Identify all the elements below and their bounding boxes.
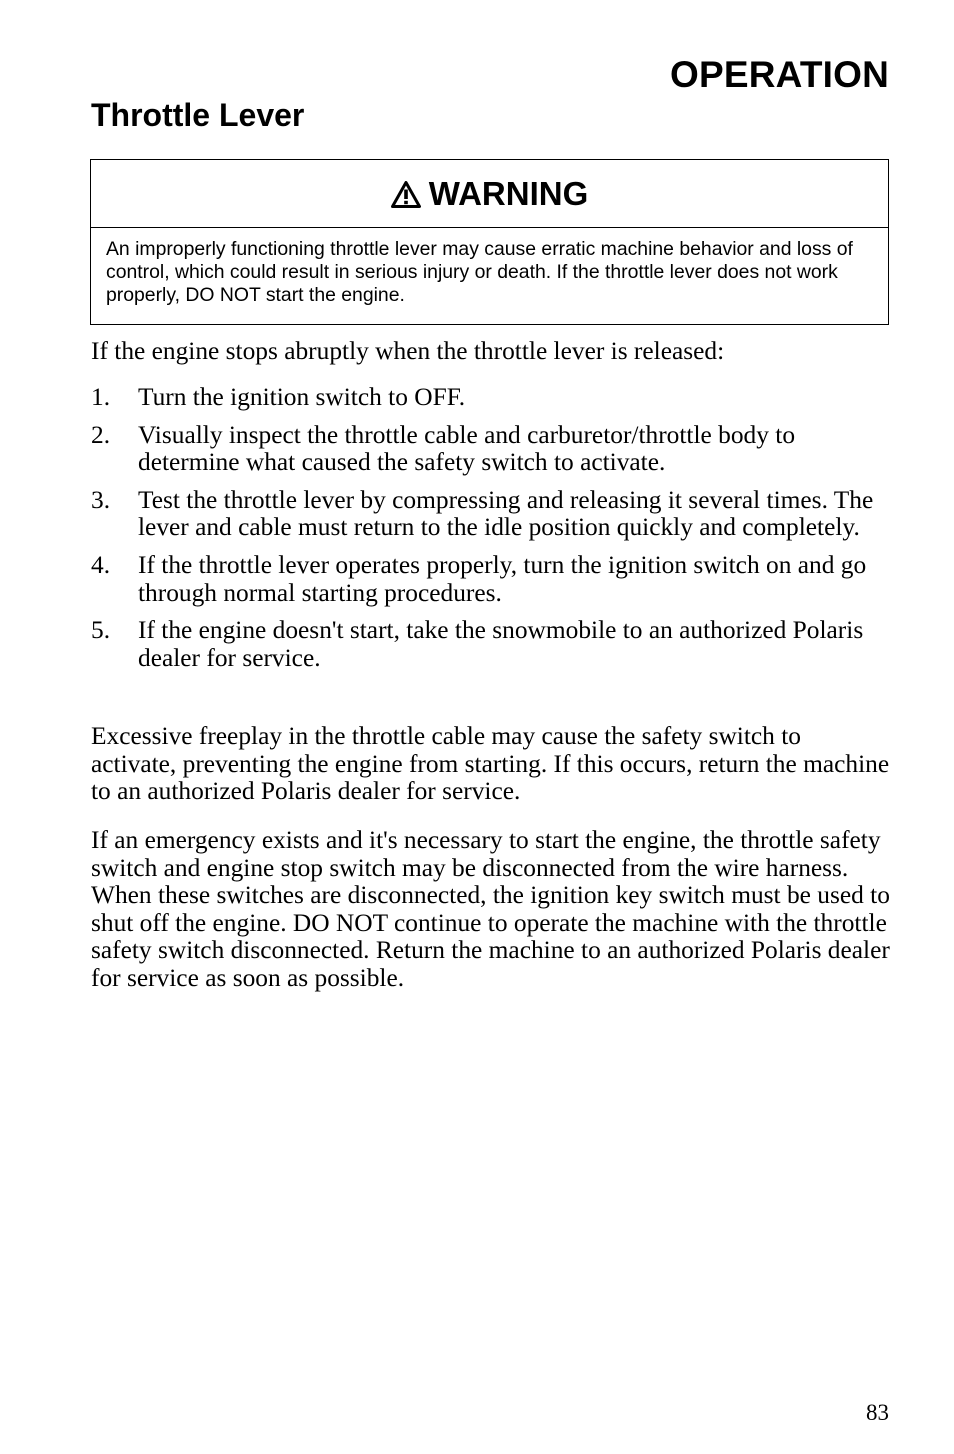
warning-box bbox=[90, 159, 889, 325]
page-number: 83 bbox=[866, 1400, 889, 1425]
emergency-paragraph: If an emergency exists and it's necessary to start the engine, the throttle safety switch and engine stop switch may be disconnected from the wire harness. When these switches are disconnected, the ignition key switch must be used to shut off the engine. DO NOT continue to operate the machine with the throttle safety switch disconnected. Return the machine to an authorized Polaris dealer for service as soon as possible. bbox=[91, 826, 890, 992]
section-title: OPERATION bbox=[669, 54, 889, 95]
warning-triangle-icon bbox=[391, 181, 421, 208]
steps-list bbox=[91, 384, 891, 682]
step-number: 1. bbox=[91, 383, 111, 411]
step-text: Visually inspect the throttle cable and carburetor/throttle body to determine what caused the safety switch to activate. bbox=[138, 420, 796, 477]
step-number: 4. bbox=[91, 550, 111, 579]
list-item bbox=[91, 552, 891, 607]
list-item bbox=[91, 384, 891, 412]
step-text: If the throttle lever operates properly, turn the ignition switch on and go through normal starting procedures. bbox=[138, 550, 867, 607]
step-number: 3. bbox=[91, 485, 111, 514]
warning-label: WARNING bbox=[428, 174, 589, 212]
step-text: If the engine doesn't start, take the snowmobile to an authorized Polaris dealer for service. bbox=[138, 616, 864, 672]
warning-text: An improperly functioning throttle lever may cause erratic machine behavior and loss of control, which could result in serious injury or death. If the throttle lever does not work properly, DO NOT start the engine. bbox=[106, 238, 853, 306]
list-item bbox=[91, 617, 891, 672]
step-text: Test the throttle lever by compressing and releasing it several times. The lever and cable must return to the idle position quickly and completely. bbox=[138, 485, 874, 542]
intro-paragraph: If the engine stops abruptly when the throttle lever is released: bbox=[91, 337, 725, 365]
list-item bbox=[91, 422, 891, 477]
step-text: Turn the ignition switch to OFF. bbox=[138, 383, 466, 411]
list-item bbox=[91, 487, 891, 542]
warning-header bbox=[91, 160, 888, 228]
freeplay-paragraph: Excessive freeplay in the throttle cable may cause the safety switch to activate, preventing the engine from starting. If this occurs, return the machine to an authorized Polaris dealer for service. bbox=[91, 722, 890, 806]
page-heading: Throttle Lever bbox=[91, 97, 305, 133]
step-number: 5. bbox=[91, 616, 111, 645]
step-number: 2. bbox=[91, 420, 111, 449]
